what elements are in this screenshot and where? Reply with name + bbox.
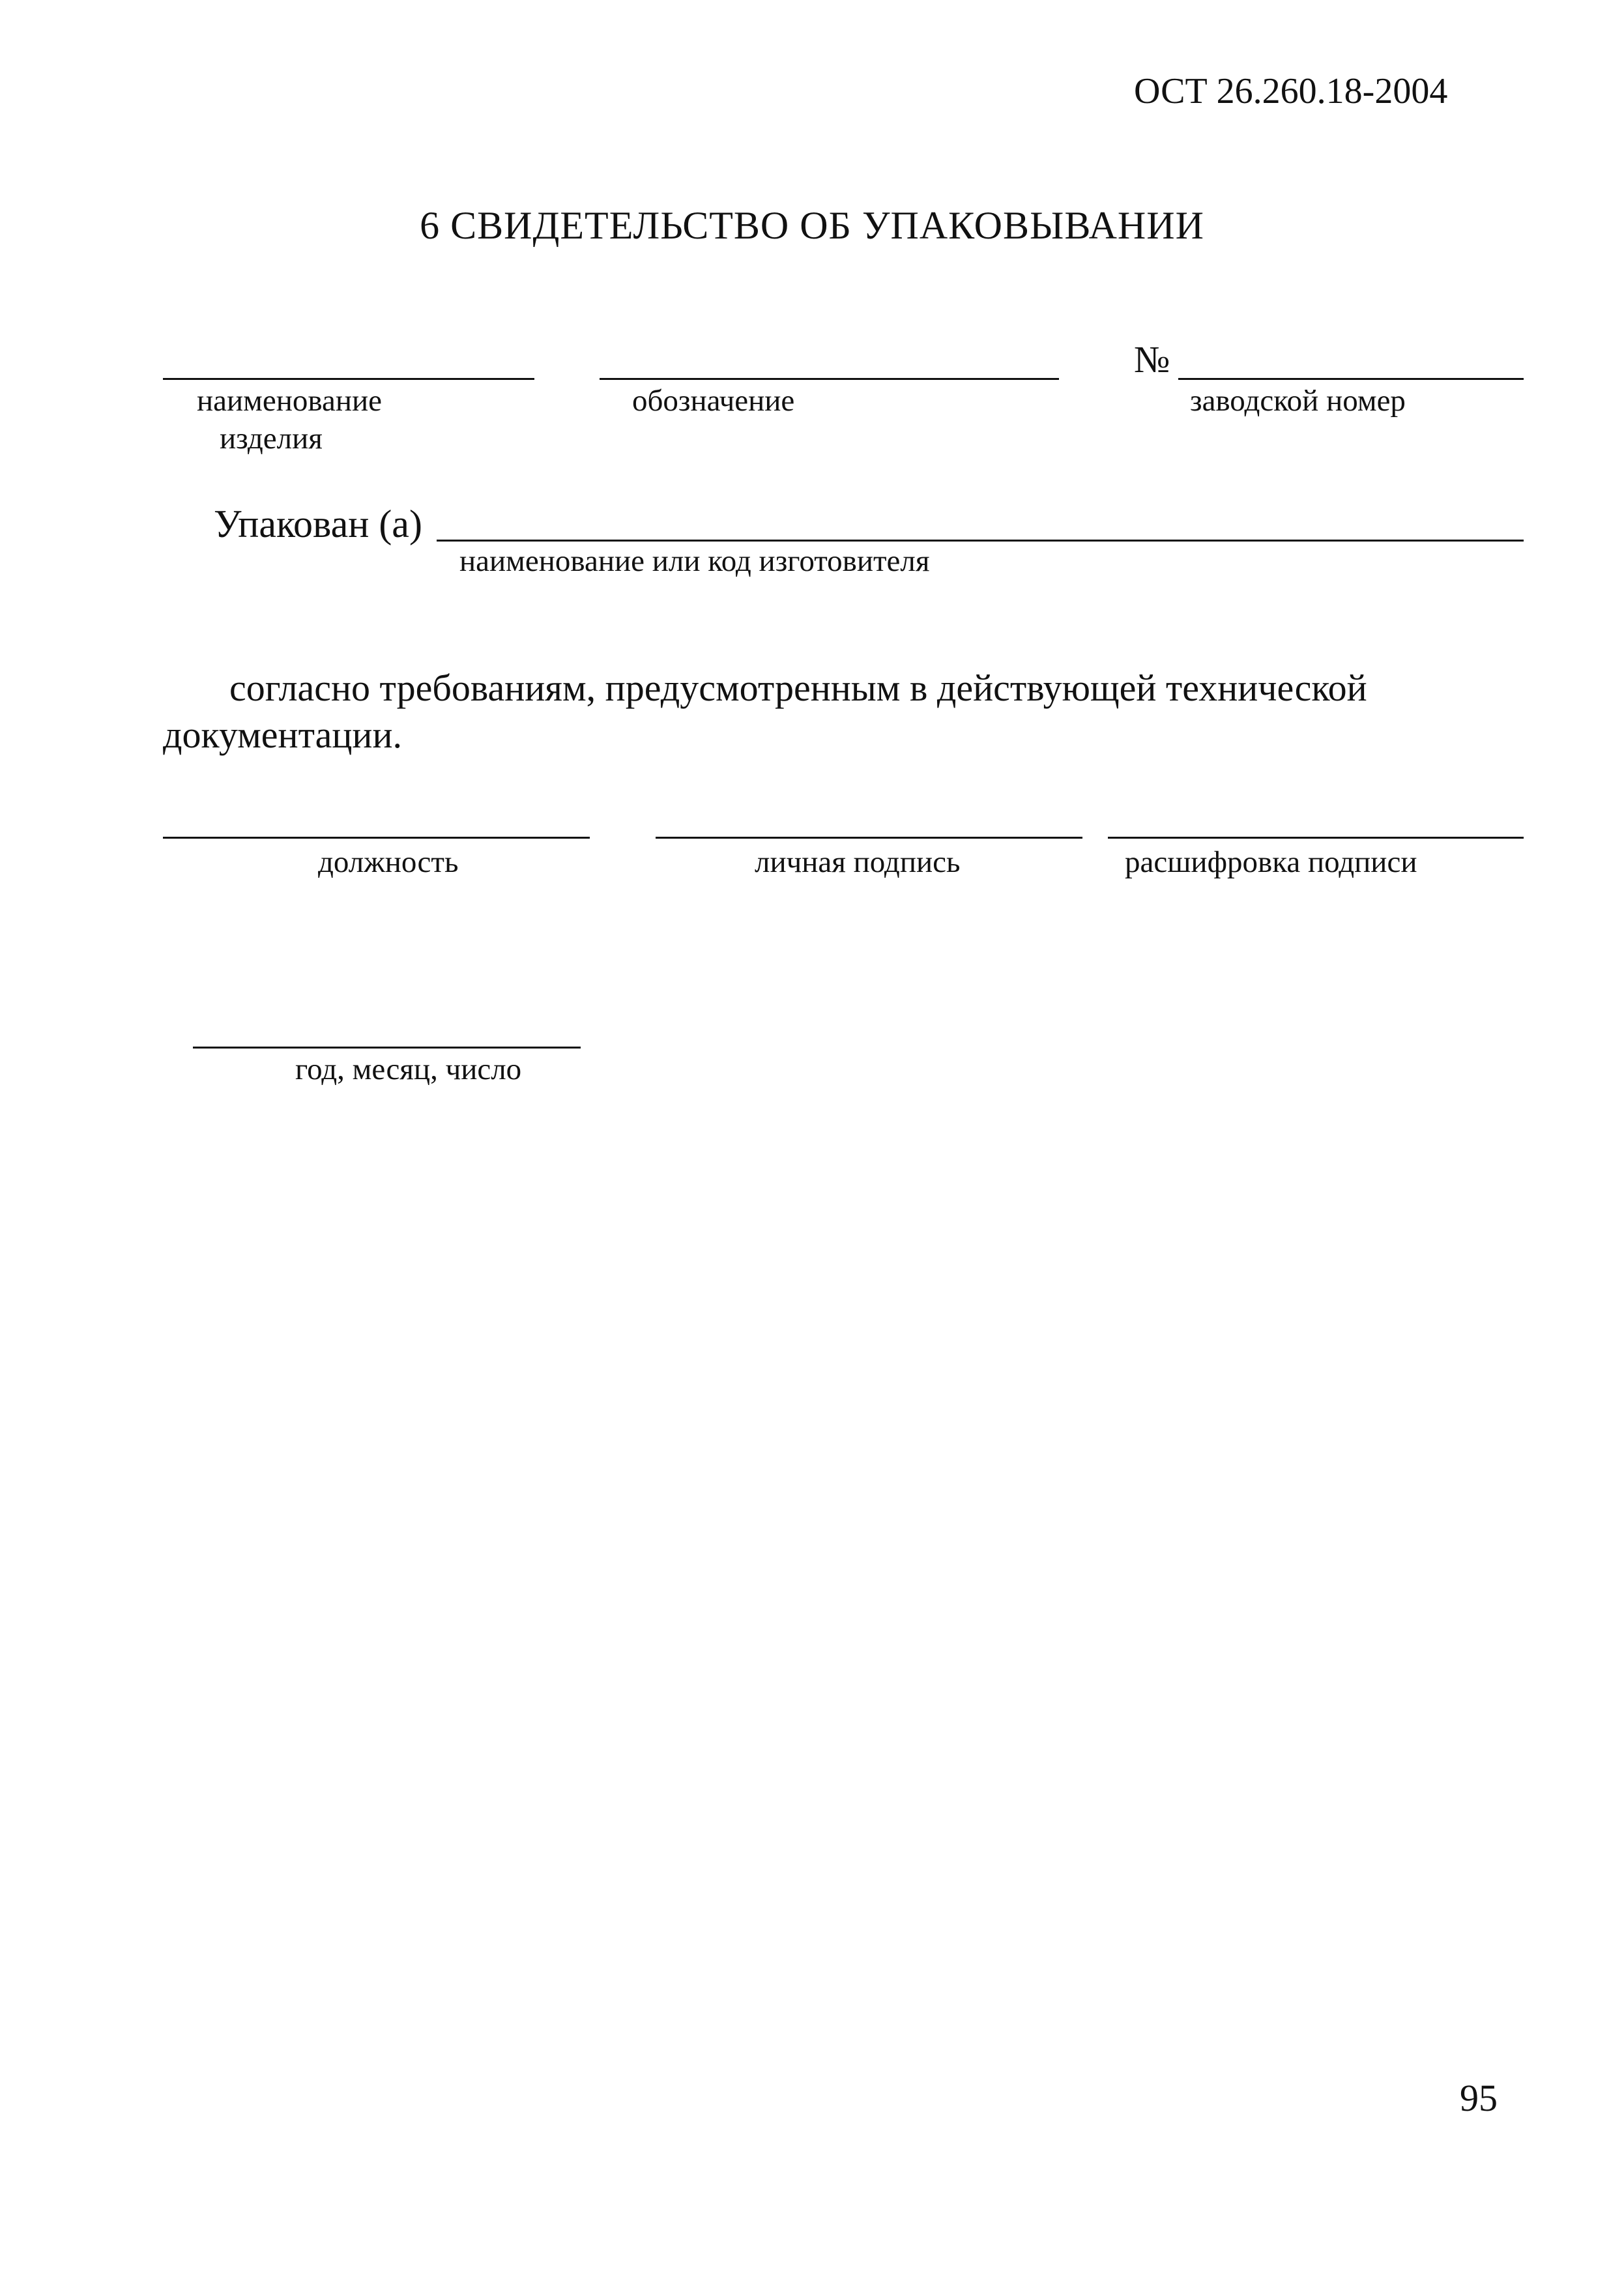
statement-line-2: документации.: [163, 714, 403, 756]
designation-field-line[interactable]: [600, 378, 1059, 380]
serial-number-field-line[interactable]: [1178, 378, 1524, 380]
document-code: ОСТ 26.260.18-2004: [1134, 71, 1448, 111]
manufacturer-caption: наименование или код изготовителя: [459, 544, 930, 578]
packed-label: Упакован (а): [214, 502, 422, 545]
page-number: 95: [1460, 2077, 1498, 2119]
signature-decoding-caption: расшифровка подписи: [1125, 845, 1417, 879]
date-field-line[interactable]: [193, 1047, 581, 1049]
product-name-caption-line2: изделия: [220, 422, 323, 456]
statement-line-1: согласно требованиям, предусмотренным в действующей технической: [229, 667, 1367, 709]
manufacturer-field-line[interactable]: [437, 540, 1524, 542]
designation-caption: обозначение: [632, 384, 795, 418]
signature-caption: личная подпись: [755, 845, 961, 879]
serial-number-caption: заводской номер: [1190, 384, 1406, 418]
signature-decoding-field-line[interactable]: [1108, 837, 1524, 839]
signature-field-line[interactable]: [656, 837, 1082, 839]
product-name-field-line[interactable]: [163, 378, 534, 380]
number-sign: №: [1134, 338, 1170, 381]
section-title: 6 СВИДЕТЕЛЬСТВО ОБ УПАКОВЫВАНИИ: [420, 204, 1204, 247]
product-name-caption: наименование: [197, 384, 383, 418]
date-caption: год, месяц, число: [295, 1052, 522, 1086]
position-field-line[interactable]: [163, 837, 590, 839]
position-caption: должность: [318, 845, 459, 879]
